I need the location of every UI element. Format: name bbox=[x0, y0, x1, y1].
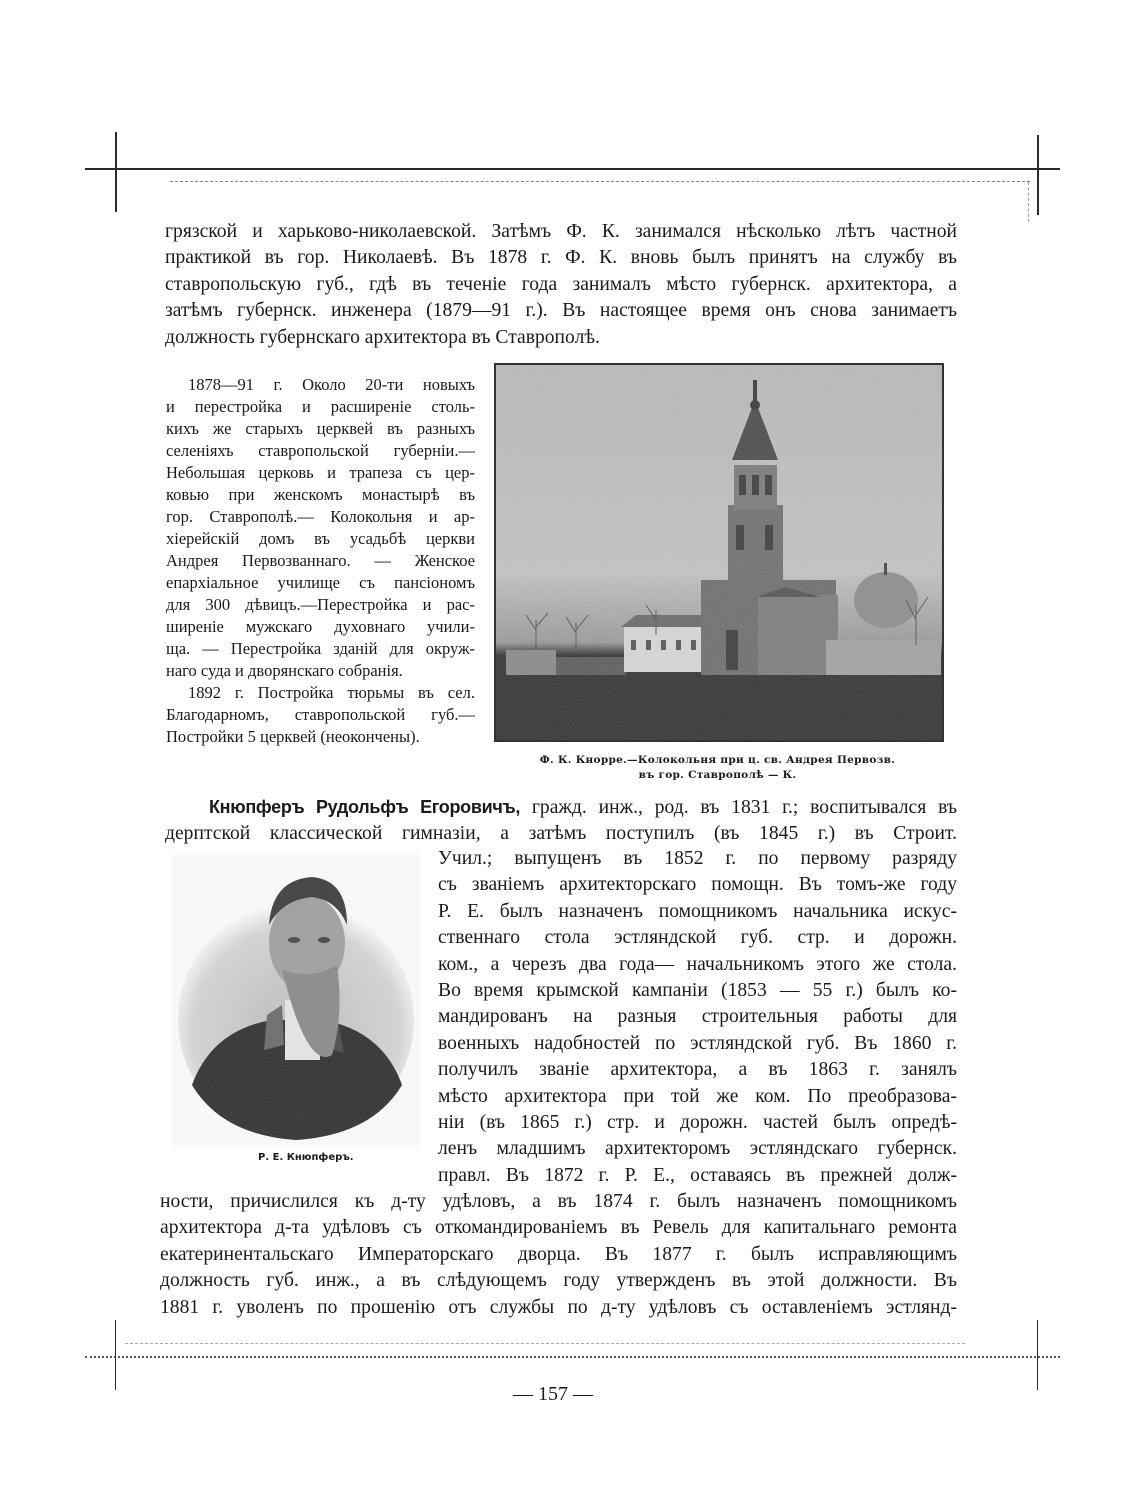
portrait-caption: Р. Е. Кнюпферъ. bbox=[258, 1152, 354, 1163]
church-photo-caption bbox=[490, 753, 945, 783]
text-line: Учил.; выпущенъ въ 1852 г. по первому разряду bbox=[438, 848, 957, 869]
text-line: мѣсто архитектора при той же ком. По преобразова- bbox=[438, 1085, 957, 1107]
works-line: ща. — Перестройка зданій для окруж- bbox=[166, 639, 475, 658]
text-line: ставропольскую губ., гдѣ въ теченіе года занималъ мѣсто губернск. архитектора, а bbox=[165, 273, 957, 295]
portrait-photo bbox=[172, 855, 420, 1145]
text-line: Во время крымской кампаніи (1853 — 55 г.) былъ ко- bbox=[438, 980, 957, 1002]
works-line: Андрея Первозваннаго. — Женское bbox=[166, 551, 475, 570]
text-line: ственнаго стола эстляндской губ. стр. и дорожн. bbox=[438, 927, 957, 949]
works-line: и перестройка и расширеніе столь- bbox=[166, 397, 475, 416]
works-line: епархіальное училище съ пансіономъ bbox=[166, 573, 475, 592]
top-dashed-rule bbox=[170, 181, 1030, 183]
text-line: екатеринентальскаго Императорскаго дворца. Въ 1877 г. былъ исправляющимъ bbox=[160, 1243, 957, 1265]
text-line: грязской и харьково-николаевской. Затѣмъ Ф. К. занимался нѣсколько лѣтъ частной bbox=[165, 221, 957, 242]
text-line: получилъ званіе архитектора, а въ 1863 г. занялъ bbox=[438, 1059, 957, 1081]
church-caption-line-2: въ гор. Ставрополѣ — К. bbox=[638, 769, 797, 781]
text-line: съ званіемъ архитекторскаго помощн. Въ томъ-же году bbox=[438, 874, 957, 896]
works-line: гор. Ставрополѣ.— Колокольня и ар- bbox=[166, 507, 475, 526]
works-line: хіерейскій домъ въ усадьбѣ церкви bbox=[166, 529, 475, 548]
works-line: для 300 дѣвицъ.—Перестройка и рас- bbox=[166, 595, 475, 614]
works-line: наго суда и дворянскаго собранія. bbox=[166, 661, 403, 680]
works-line: селеніяхъ ставропольской губерніи.— bbox=[166, 441, 475, 460]
works-line: ковью при женскомъ монастырѣ въ bbox=[166, 485, 475, 504]
text-line: практикой въ гор. Николаевѣ. Въ 1878 г. Ф. К. вновь былъ принятъ на службу въ bbox=[165, 247, 957, 269]
text-line: Р. Е. былъ назначенъ помощникомъ начальника искус- bbox=[438, 900, 957, 922]
bottom-dashed-rule bbox=[85, 1356, 1060, 1359]
text-line: должность губернскаго архитектора въ Ставрополѣ. bbox=[165, 326, 600, 348]
works-line: кихъ же старыхъ церквей въ разныхъ bbox=[166, 419, 475, 438]
left-border-rule-top bbox=[115, 132, 117, 212]
works-line: 1878—91 г. Около 20-ти новыхъ bbox=[188, 375, 475, 394]
biography-intro bbox=[165, 794, 957, 848]
text-line: архитектора д-та удѣловъ съ откомандированіемъ въ Ревель для капитальнаго ремонта bbox=[160, 1217, 957, 1239]
biography-continued bbox=[160, 1189, 957, 1321]
text-line: ком., а черезъ два года— начальникомъ этого же стола. bbox=[438, 953, 957, 975]
top-paragraph bbox=[165, 219, 957, 351]
text-line: ніи (въ 1865 г.) стр. и дорожн. частей былъ опредѣ- bbox=[438, 1112, 957, 1134]
works-line: Небольшая церковь и трапеза съ цер- bbox=[166, 463, 475, 482]
top-border-rule bbox=[85, 168, 1060, 170]
bottom-dashed-rule-upper bbox=[125, 1343, 965, 1345]
church-photo bbox=[494, 363, 944, 742]
portrait-illustration bbox=[172, 855, 420, 1145]
works-line: ширеніе мужскаго духовнаго учили- bbox=[166, 617, 475, 636]
right-border-rule-top bbox=[1037, 135, 1039, 215]
church-illustration bbox=[496, 365, 942, 740]
page-number: — 157 — bbox=[513, 1383, 593, 1405]
works-line: Благодарномъ, ставропольской губ.— bbox=[166, 705, 475, 724]
biography-first-line-rest: гражд. инж., род. въ 1831 г.; воспитывался въ bbox=[531, 797, 957, 818]
works-line: Постройки 5 церквей (неокончены). bbox=[166, 727, 420, 746]
text-line: ности, причислился къ д-ту удѣловъ, а въ 1874 г. былъ назначенъ помощникомъ bbox=[160, 1191, 957, 1212]
works-line: 1892 г. Постройка тюрьмы въ сел. bbox=[188, 683, 475, 702]
text-line: 1881 г. уволенъ по прошенію отъ службы по д-ту удѣловъ съ оставленіемъ эстлянд- bbox=[160, 1296, 957, 1318]
text-line: должность губ. инж., а въ слѣдующемъ году утвержденъ въ этой должности. Въ bbox=[160, 1270, 957, 1292]
text-line: военныхъ надобностей по эстляндской губ. Въ 1860 г. bbox=[438, 1032, 957, 1054]
text-line: мандированъ на разныя строительныя работы для bbox=[438, 1006, 957, 1028]
biography-first-line bbox=[165, 794, 957, 821]
person-name: Кнюпферъ Рудольфъ Егоровичъ, bbox=[209, 797, 521, 817]
text-line: правл. Въ 1872 г. Р. Е., оставаясь въ прежней долж- bbox=[438, 1164, 957, 1186]
right-dashed-rule-top bbox=[1028, 182, 1030, 222]
left-border-rule-bottom bbox=[115, 1320, 116, 1390]
works-list bbox=[166, 374, 475, 748]
biography-wrapped bbox=[438, 846, 957, 1189]
right-border-rule-bottom bbox=[1037, 1320, 1038, 1390]
text-line: ленъ младшимъ архитекторомъ эстляндскаго губернск. bbox=[438, 1138, 957, 1160]
text-line: дерптской классической гимназіи, а затѣмъ поступилъ (въ 1845 г.) въ Строит. bbox=[165, 823, 957, 845]
church-caption-line-1: Ф. К. Кнорре.—Колокольня при ц. св. Андрея Первозв. bbox=[539, 754, 896, 766]
text-line: затѣмъ губернск. инженера (1879—91 г.). Въ настоящее время онъ снова занимаетъ bbox=[165, 300, 957, 322]
